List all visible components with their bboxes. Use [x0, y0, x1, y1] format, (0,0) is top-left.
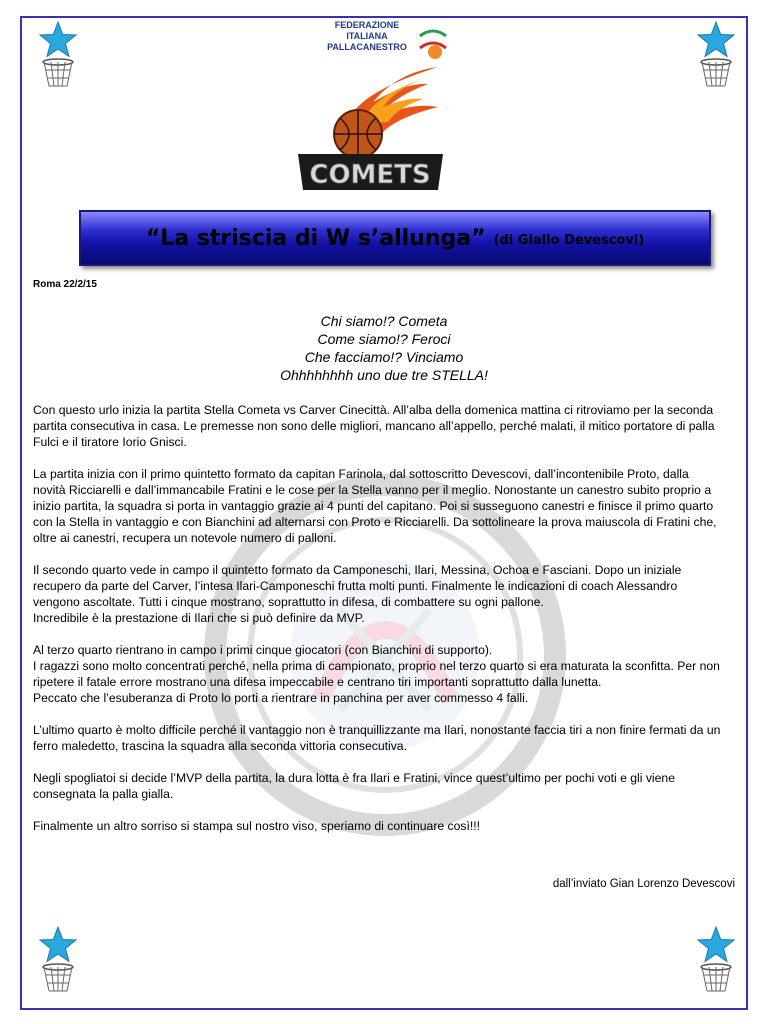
article-title-banner	[79, 210, 711, 266]
article-body	[33, 402, 723, 850]
chant-line: Che facciamo!? Vinciamo	[304, 349, 464, 365]
chant-line: Chi siamo!? Cometa	[320, 313, 448, 329]
article-paragraph: Negli spogliatoi si decide l’MVP della partita, la dura lotta è fra Ilari e Fratini, vince quest’ultimo per pochi voti e gli viene consegnata la palla gialla.	[33, 771, 675, 801]
signature: dall’inviato Gian Lorenzo Devescovi	[552, 878, 735, 890]
star-basket-icon	[696, 925, 736, 995]
article-paragraph: Finalmente un altro sorriso si stampa sul nostro viso, speriamo di continuare così!!!	[33, 819, 481, 833]
federation-name-line: PALLACANESTRO	[327, 42, 407, 52]
federation-name-line: ITALIANA	[346, 31, 388, 41]
chant-verse	[0, 312, 768, 384]
comets-team-logo	[288, 62, 453, 202]
article-paragraph: L’ultimo quarto è molto difficile perché il vantaggio non è tranquillizzante ma Ilari, nonostante faccia tiri a non finire fermati da un ferro maledetto, trascina la squadra alla seconda vittoria consecutiva.	[33, 723, 721, 753]
star-basket-icon	[38, 20, 78, 90]
star-basket-icon	[38, 925, 78, 995]
chant-line: Come siamo!? Feroci	[317, 331, 451, 347]
chant-line: Ohhhhhhhh uno due tre STELLA!	[280, 367, 488, 383]
article-author: (di Giallo Devescovi)	[493, 232, 645, 248]
star-basket-icon	[696, 20, 736, 90]
article-paragraph: Con questo urlo inizia la partita Stella Cometa vs Carver Cinecittà. All’alba della domenica mattina ci ritroviamo per la seconda partita consecutiva in casa. Le premesse non sono delle migliori, mancano all’appello, perché malati, il mitico portatore di palla Fulci e il tiratore Iorio Gnisci.	[33, 403, 715, 449]
team-logo-wordmark: COMETS	[309, 160, 431, 190]
article-paragraph: La partita inizia con il primo quintetto formato da capitan Farinola, dal sottoscritto Devescovi, dall’incontenibile Proto, dalla novità Ricciarelli e dall’immancabile Fratini e le cose per la Stella vanno per il meglio. Nonostante un canestro subito proprio a inizio partita, la squadra si porta in vantaggio grazie ai 4 punti del capitano. Poi si susseguono canestri e finisce il primo quarto con la Stella in vantaggio e con Bianchini ad alternarsi con Proto e Ricciarelli. Da sottolineare la prova maiuscola di Fratini che, oltre ai canestri, recupera un notevole numero di palloni.	[33, 467, 717, 545]
federation-name-line: FEDERAZIONE	[334, 20, 400, 30]
article-paragraph: Il secondo quarto vede in campo il quintetto formato da Camponeschi, Ilari, Messina, Ochoa e Fasciani. Dopo un iniziale recupero da parte del Carver, l’intesa Ilari-Camponeschi frutta molti punti. Finalmente le indicazioni di coach Alessandro vengono ascoltate. Tutti i cinque mostrano, soprattutto in difesa, di combattere su ogni pallone. Incredibile è la prestazione di Ilari che si può definire da MVP.	[33, 563, 682, 625]
federation-logo	[318, 20, 448, 66]
article-title: “La striscia di W s’allunga”	[145, 225, 486, 251]
dateline: Roma 22/2/15	[33, 279, 97, 290]
federation-ball-icon	[418, 22, 448, 62]
article-paragraph: Al terzo quarto rientrano in campo i primi cinque giocatori (con Bianchini di supporto). I ragazzi sono molto concentrati perché, nella prima di campionato, proprio nel terzo quarto si era maturata la sconfitta. Per non ripetere il fatale errore mostrano una difesa impeccabile e centrano tiri importanti soprattutto dalla lunetta. Peccato che l’esuberanza di Proto lo porti a rientrare in panchina per aver commesso 4 falli.	[33, 643, 720, 705]
